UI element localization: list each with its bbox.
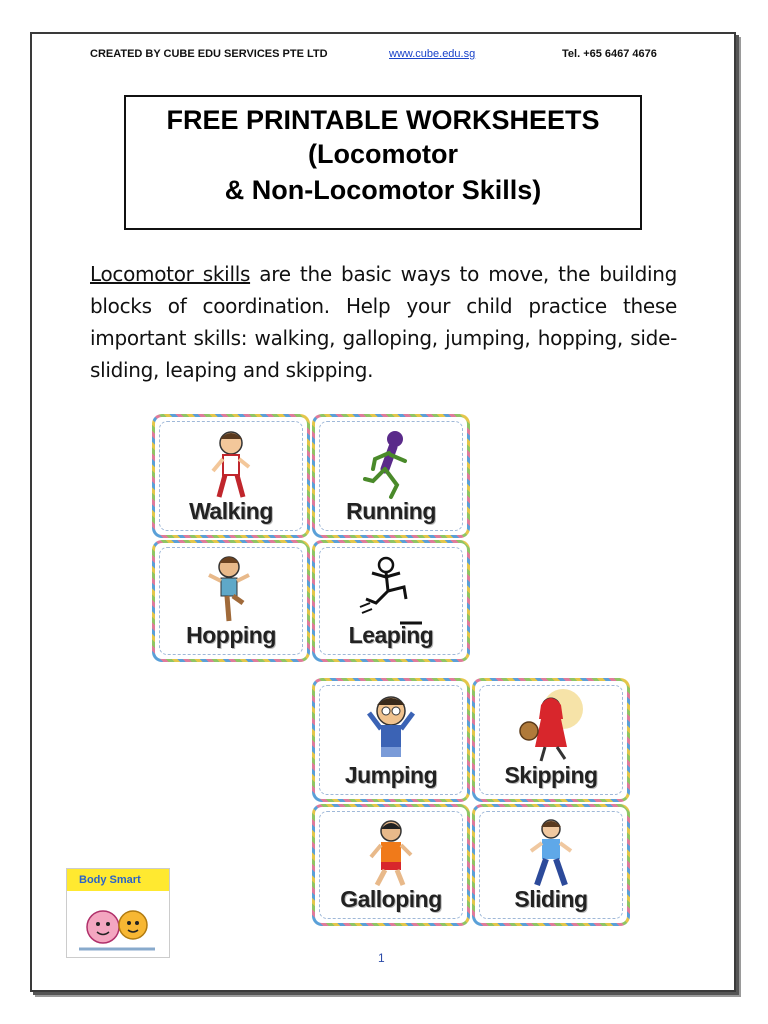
walking-child-icon: [201, 425, 261, 505]
galloping-child-icon: [361, 815, 421, 895]
phone-number: Tel. +65 6467 4676: [562, 48, 657, 60]
hopping-child-icon: [201, 551, 261, 631]
card-walking: [152, 414, 310, 538]
body-smart-mascots-icon: [67, 891, 167, 955]
card-label-leaping: Leaping: [348, 622, 434, 648]
card-label-walking: Walking: [189, 498, 273, 524]
card-running: [312, 414, 470, 538]
title-line-2: (Locomotor: [308, 139, 458, 169]
card-leaping: [312, 540, 470, 662]
page-header: [90, 48, 670, 64]
logo-label: Body Smart: [67, 869, 169, 891]
card-label-galloping: Galloping: [340, 886, 442, 912]
title-line-3: & Non-Locomotor Skills): [224, 175, 542, 205]
card-skipping: [472, 678, 630, 802]
card-hopping: [152, 540, 310, 662]
running-figure-icon: [361, 425, 421, 505]
card-label-hopping: Hopping: [186, 622, 276, 648]
title-line-1: FREE PRINTABLE WORKSHEETS: [166, 105, 600, 135]
card-sliding: [472, 804, 630, 926]
card-label-skipping: Skipping: [504, 762, 598, 788]
body-smart-logo: [66, 868, 170, 958]
page-number: 1: [378, 951, 385, 965]
card-label-sliding: Sliding: [514, 886, 588, 912]
title-box: [124, 95, 642, 230]
skipping-girl-icon: [511, 689, 591, 769]
card-label-jumping: Jumping: [344, 762, 438, 788]
sliding-child-icon: [521, 815, 581, 895]
company-name: CREATED BY CUBE EDU SERVICES PTE LTD: [90, 48, 328, 60]
card-galloping: [312, 804, 470, 926]
card-jumping: [312, 678, 470, 802]
intro-text: are the basic ways to move, the building blocks of coordination. Help your child practice these important skills: walking, galloping, jumping, hopping, side-sliding, leaping and skipping.: [90, 262, 677, 382]
jumping-child-icon: [361, 689, 421, 769]
leaping-figure-icon: [356, 551, 426, 631]
website-link[interactable]: www.cube.edu.sg: [389, 48, 476, 60]
intro-paragraph: [90, 258, 677, 386]
card-label-running: Running: [346, 498, 436, 524]
locomotor-skills-term: Locomotor skills: [90, 262, 251, 286]
